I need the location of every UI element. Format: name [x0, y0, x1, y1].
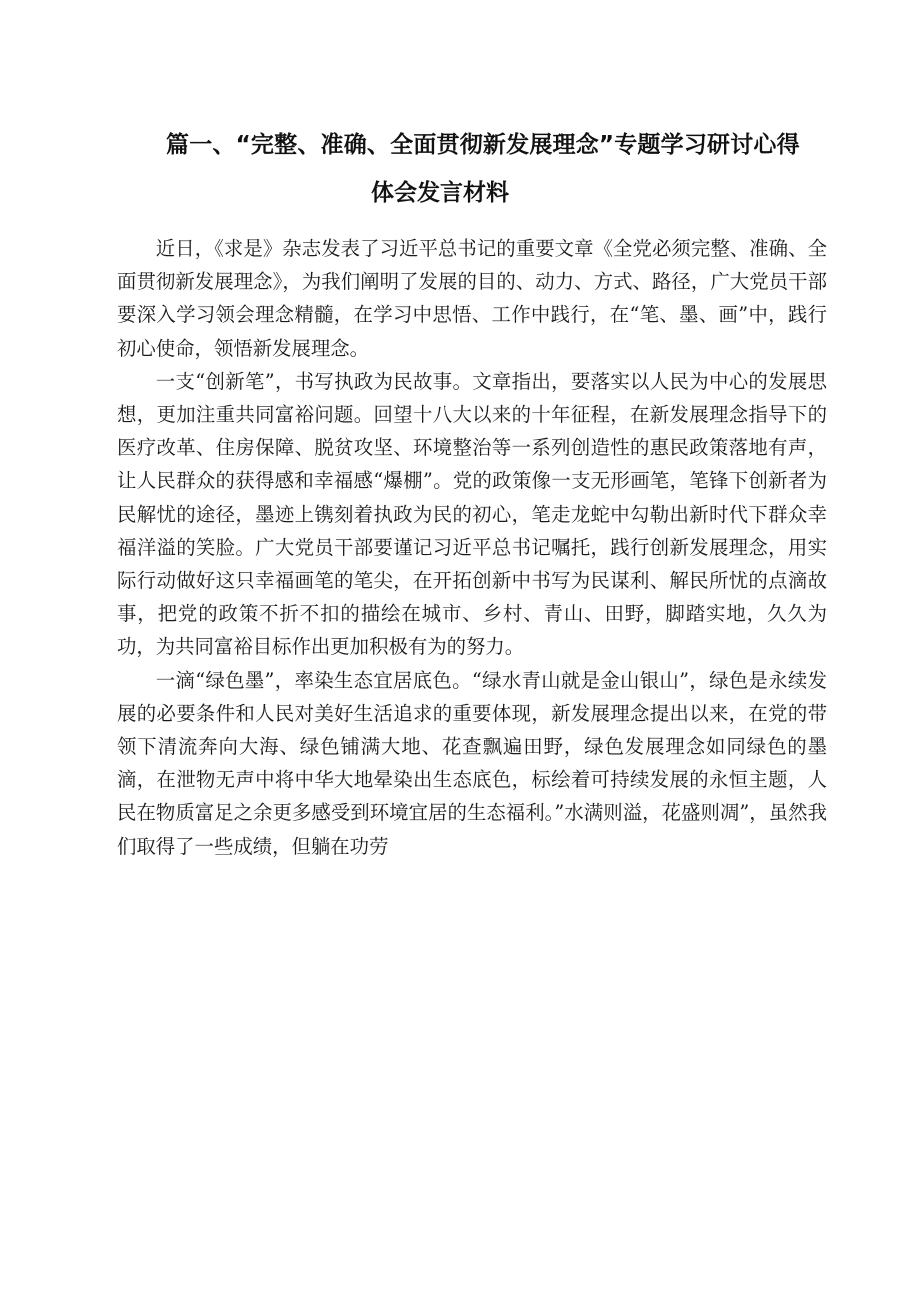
- paragraph-innovation-pen: 一支“创新笔”，书写执政为民故事。文章指出，要落实以人民为中心的发展思想，更加注重共同富裕问题。回望十八大以来的十年征程，在新发展理念指导下的医疗改革、住房保障、脱贫攻坚、环境整治等一系列创造性的惠民政策落地有声，让人民群众的获得感和幸福感“爆棚”。党的政策像一支无形画笔，笔锋下创新者为民解忧的途径，墨迹上镌刻着执政为民的初心，笔走龙蛇中勾勒出新时代下群众幸福洋溢的笑脸。广大党员干部要谨记习近平总书记嘱托，践行创新发展理念，用实际行动做好这只幸福画笔的笔尖，在开拓创新中书写为民谋利、解民所忧的点滴故事，把党的政策不折不扣的描绘在城市、乡村、青山、田野，脚踏实地，久久为功，为共同富裕目标作出更加积极有为的努力。: [117, 369, 827, 659]
- paragraph-green-ink: 一滴“绿色墨”，率染生态宜居底色。“绿水青山就是金山银山”，绿色是永续发展的必要条件和人民对美好生活追求的重要体现，新发展理念提出以来，在党的带领下清流奔向大海、绿色铺满大地、花查飘遍田野，绿色发展理念如同绿色的墨滴，在泄物无声中将中华大地晕染出生态底色，标绘着可持续发展的永恒主题，人民在物质富足之余更多感受到环境宜居的生态福利。”水满则溢，花盛则凋”，虽然我们取得了一些成绩，但躺在功劳: [117, 668, 827, 858]
- paragraph-intro: 近日，《求是》杂志发表了习近平总书记的重要文章《全党必须完整、准确、全面贯彻新发展理念》，为我们阐明了发展的目的、动力、方式、路径，广大党员干部要深入学习领会理念精髓，在学习中思悟、工作中践行，在“笔、墨、画”中，践行初心使命，领悟新发展理念。: [117, 237, 827, 360]
- title-line-2: 体会发言材料: [371, 180, 509, 206]
- title-line-1: 篇一、“完整、准确、全面贯彻新发展理念”专题学习研讨心得: [166, 132, 800, 158]
- document-body: [117, 232, 827, 863]
